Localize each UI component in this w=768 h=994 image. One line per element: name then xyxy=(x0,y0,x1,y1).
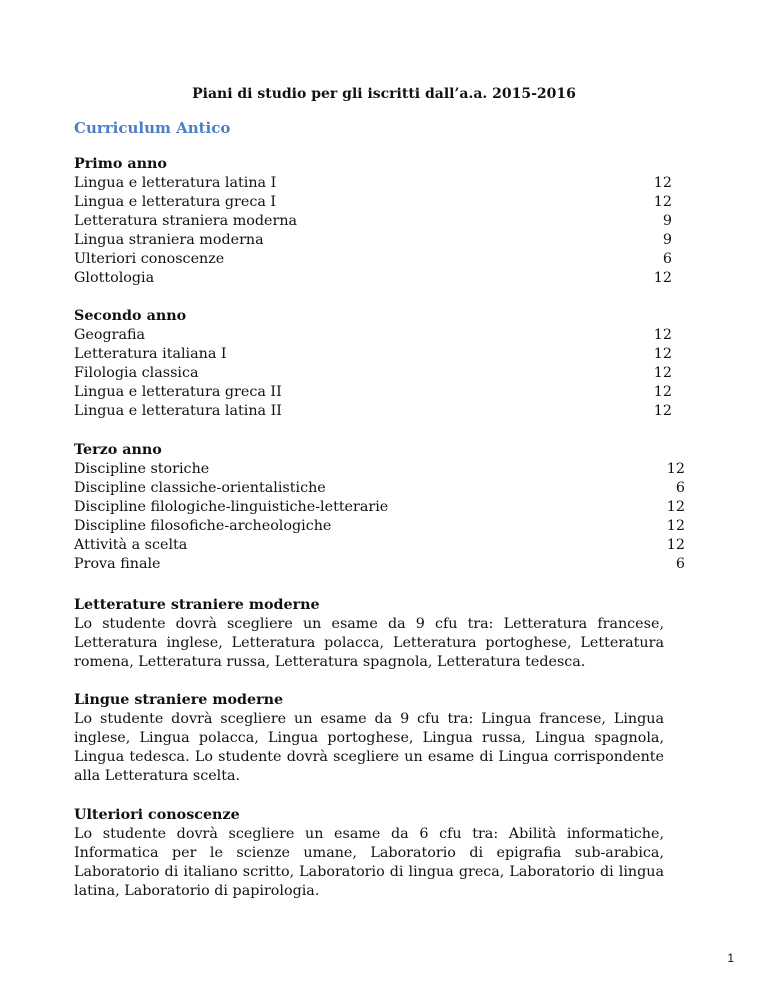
course-label: Discipline filologiche-linguistiche-letterarie xyxy=(74,499,389,515)
year-heading-3: Terzo anno xyxy=(74,442,162,458)
course-cfu: 12 xyxy=(653,327,672,343)
note-heading: Ulteriori conoscenze xyxy=(74,807,240,823)
course-label: Geografia xyxy=(74,327,146,343)
course-label: Letteratura italiana I xyxy=(74,346,227,362)
course-cfu: 12 xyxy=(653,365,672,381)
course-label: Lingua e letteratura latina I xyxy=(74,175,277,191)
course-cfu: 12 xyxy=(653,270,672,286)
note-text: Lo studente dovrà scegliere un esame da 6 cfu tra: Abilità informatiche, Informatica per le scienze umane, Laboratorio di epigrafia sub-arabica, Laboratorio di italiano scritto, Laboratorio di lingua greca, Laboratorio di lingua latina, Laboratorio di papirologia. xyxy=(74,826,664,899)
course-label: Lingua e letteratura greca II xyxy=(74,384,282,400)
note-heading: Lingue straniere moderne xyxy=(74,692,284,708)
course-label: Letteratura straniera moderna xyxy=(74,213,298,229)
course-label: Ulteriori conoscenze xyxy=(74,251,225,267)
note-heading: Letterature straniere moderne xyxy=(74,597,320,613)
course-label: Lingua straniera moderna xyxy=(74,232,264,248)
course-label: Filologia classica xyxy=(74,365,199,381)
course-cfu: 12 xyxy=(666,499,685,515)
course-cfu: 12 xyxy=(666,537,685,553)
course-cfu: 12 xyxy=(666,461,685,477)
course-cfu: 12 xyxy=(653,194,672,210)
course-cfu: 9 xyxy=(662,213,672,229)
curriculum-heading: Curriculum Antico xyxy=(74,119,231,137)
course-cfu: 6 xyxy=(675,480,685,496)
note-lingue xyxy=(74,691,664,786)
year-heading-1: Primo anno xyxy=(74,156,167,172)
course-label: Lingua e letteratura greca I xyxy=(74,194,277,210)
note-ulteriori xyxy=(74,806,664,901)
course-label: Discipline storiche xyxy=(74,461,210,477)
note-letterature xyxy=(74,596,664,672)
course-cfu: 6 xyxy=(662,251,672,267)
course-cfu: 9 xyxy=(662,232,672,248)
course-cfu: 12 xyxy=(666,518,685,534)
note-text: Lo studente dovrà scegliere un esame da 9 cfu tra: Lingua francese, Lingua inglese, Lingua polacca, Lingua portoghese, Lingua russa, Lingua spagnola, Lingua tedesca. Lo studente dovrà scegliere un esame di Lingua corrispondente alla Letteratura scelta. xyxy=(74,711,664,784)
course-cfu: 12 xyxy=(653,346,672,362)
course-label: Lingua e letteratura latina II xyxy=(74,403,282,419)
note-text: Lo studente dovrà scegliere un esame da 9 cfu tra: Letteratura francese, Letteratura inglese, Letteratura polacca, Letteratura portoghese, Letteratura romena, Letteratura russa, Letteratura spagnola, Letteratura tedesca. xyxy=(74,616,664,670)
year-heading-2: Secondo anno xyxy=(74,308,187,324)
page-number: 1 xyxy=(727,951,734,965)
course-label: Discipline classiche-orientalistiche xyxy=(74,480,326,496)
page-title: Piani di studio per gli iscritti dall’a.a. 2015-2016 xyxy=(192,86,576,102)
course-cfu: 12 xyxy=(653,403,672,419)
course-label: Prova finale xyxy=(74,556,161,572)
course-cfu: 12 xyxy=(653,384,672,400)
course-label: Glottologia xyxy=(74,270,155,286)
course-cfu: 12 xyxy=(653,175,672,191)
course-label: Discipline filosofiche-archeologiche xyxy=(74,518,332,534)
course-label: Attività a scelta xyxy=(74,537,188,553)
course-cfu: 6 xyxy=(675,556,685,572)
